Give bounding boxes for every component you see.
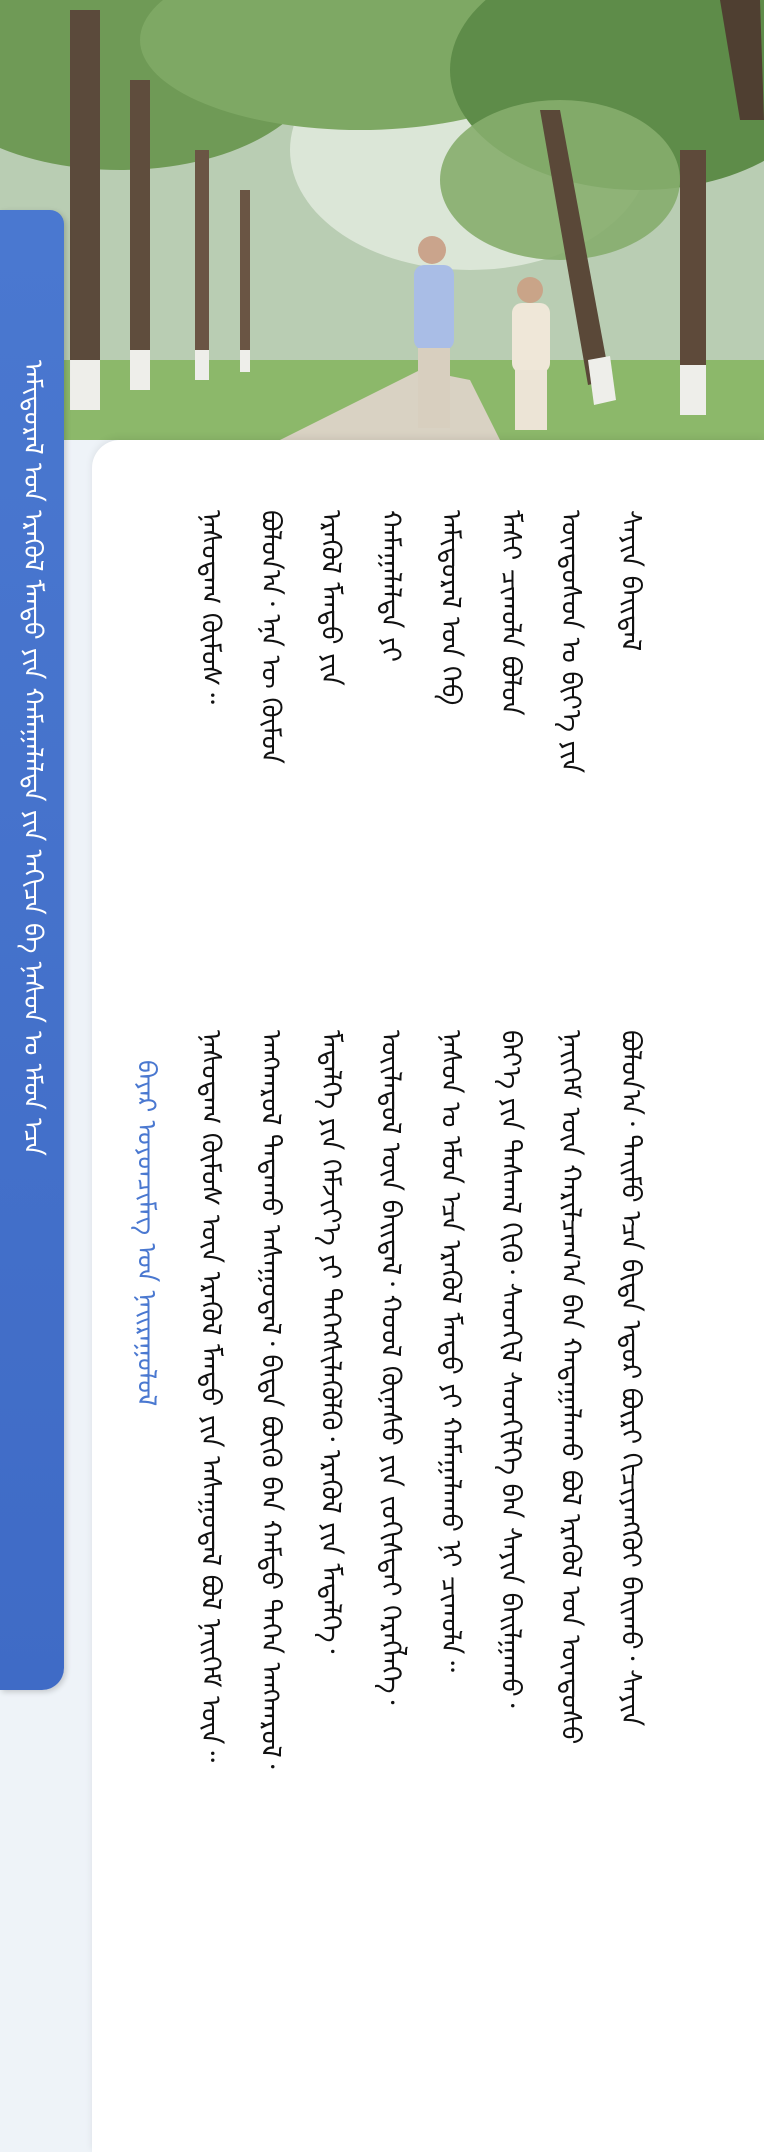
text-column: ᠦᠢᠯᠡᠳᠦᠯ ᠦᠨ ᠪᠠᠢᠳᠠᠯ᠂ ᠬᠣᠣᠯ ᠬᠦᠨᠡᠰᠦ ᠶᠢᠨ ᠵᠣᠬᠢᠰᠲᠠᠢ ᠬᠡᠷᠡᠭᠯᠡᠭᠡ᠂ xyxy=(375,1030,406,1705)
text-column: ᠨᠠᠰᠤᠳᠠᠭ ᠬᠦᠮᠦᠰ᠃ xyxy=(195,510,226,705)
article-columns-top xyxy=(180,510,660,950)
text-column: ᠮᠠᠰᠢ ᠴᠢᠬᠤᠯᠠ ᠪᠣᠯᠤᠨ xyxy=(495,510,526,716)
article-card xyxy=(92,440,764,2152)
text-column: ᠮᠡᠳᠡᠯᠭᠡ ᠶᠢᠨ ᠬᠡᠮᠵᠢᠶ᠎ᠡ ᠶᠢ ᠳᠡᠭᠡᠭᠰᠢᠯᠡᠭᠦᠯᠬᠦ᠂ ᠡᠷᠡᠭᠦᠯ ᠶᠢᠨ ᠮᠡᠳᠡᠯᠭᠡ᠂ xyxy=(315,1030,346,1654)
text-column: ᠪᠣᠯᠤᠨ᠎ᠠ᠂ ᠲᠡᠢᠮᠦ ᠡᠴᠡ ᠪᠢᠳᠡ ᠡᠳᠦᠷ ᠪᠦᠷᠢ ᠬᠢᠴᠢᠶᠡᠩᠭᠦᠢ ᠪᠠᠢᠬᠤ᠂ ᠰᠠᠶᠢᠨ xyxy=(615,1030,646,1727)
text-column: ᠠᠮᠢᠳᠤᠷᠠᠯ ᠤᠨ ᠬᠡᠪ xyxy=(435,510,466,706)
article-body xyxy=(110,510,754,2132)
author-line: ᠪᠠᠶᠠᠷ ᠣᠶᠤᠨᠴᠢᠮᠡᠭ ᠤᠨ ᠨᠠᠢᠷᠠᠭᠤᠯᠤᠯ xyxy=(131,1060,162,1407)
park-scene-image xyxy=(0,0,764,440)
text-column: ᠠᠩᠬᠠᠷᠤᠯ ᠲᠠᠲᠠᠬᠤ ᠠᠰᠠᠭᠤᠳᠠᠯ᠂ ᠪᠢᠳᠡ ᠪᠦᠬᠦ ᠪᠠᠨ ᠬᠠᠮᠲᠤ ᠳᠡᠭᠡᠨ ᠠᠩᠬᠠᠷᠤᠯ᠂ xyxy=(255,1030,286,1769)
article-columns-main xyxy=(180,1030,660,2152)
text-column: ᠬᠠᠮᠠᠭᠠᠯᠠᠯᠲᠠ ᠶᠢ xyxy=(375,510,406,662)
text-column: ᠦᠨᠳᠦᠰᠦᠨ ᠤ ᠪᠢᠶ᠎ᠡ ᠶᠢᠨ xyxy=(555,510,586,774)
header-photo xyxy=(0,0,764,440)
text-column: ᠪᠣᠯᠤᠨ᠎ᠠ᠂ ᠡᠨᠡ ᠦ ᠬᠦᠮᠦᠨ xyxy=(255,510,286,764)
text-column: ᠪᠡᠶ᠎ᠡ ᠶᠢᠨ ᠳᠠᠰᠬᠠᠯ ᠬᠢᠬᠦ᠂ ᠰᠡᠳᠭᠢᠯ ᠰᠡᠳᠬᠢᠯᠭᠡ ᠪᠡᠨ ᠰᠠᠶᠢᠨ ᠪᠠᠢᠯᠭᠠᠬᠤ᠂ xyxy=(495,1030,526,1708)
title-banner xyxy=(0,210,64,1690)
banner-title: ᠠᠮᠢᠳᠤᠷᠠᠯ ᠤᠨ ᠡᠷᠡᠭᠦᠯ ᠮᠡᠨᠳᠦ ᠶᠢᠨ ᠬᠠᠮᠠᠭᠠᠯᠠᠯᠲᠠ ᠶᠢᠨ ᠠᠬᠢᠴᠠ ᠪᠠ ᠨᠠᠰᠤᠨ ᠤ ᠡᠮᠦᠨ ᠡᠴᠡ xyxy=(17,360,48,1156)
text-column: ᠨᠠᠰᠤᠨ ᠤ ᠡᠮᠦᠨ ᠡᠴᠡ ᠡᠷᠡᠭᠦᠯ ᠮᠡᠨᠳᠦ ᠶᠢ ᠬᠠᠮᠠᠭᠠᠯᠠᠬᠤ ᠨᠢ ᠴᠢᠬᠤᠯᠠ᠃ xyxy=(435,1030,466,1673)
text-column: ᠨᠠᠰᠤᠳᠠᠭ ᠬᠦᠮᠦᠰ ᠦᠨ ᠡᠷᠡᠭᠦᠯ ᠮᠡᠨᠳᠦ ᠶᠢᠨ ᠠᠰᠠᠭᠤᠳᠠᠯ ᠪᠣᠯ ᠨᠡᠢᠭᠡᠮ ᠦᠨ᠃ xyxy=(195,1030,226,1763)
text-column: ᠰᠠᠶᠢᠨ ᠪᠠᠢᠳᠠᠯ xyxy=(615,510,646,652)
text-column: ᠨᠡᠢᠭᠡᠮ ᠦᠨ ᠬᠠᠷᠢᠯᠴᠠᠭ᠎ᠠ ᠪᠠᠨ ᠬᠠᠳᠠᠭᠠᠯᠠᠬᠤ ᠪᠣᠯ ᠡᠷᠡᠭᠦᠯ ᠤᠨ ᠦᠨᠳᠦᠰᠦ xyxy=(555,1030,586,1745)
text-column: ᠡᠷᠡᠭᠦᠯ ᠮᠡᠨᠳᠦ ᠶᠢᠨ xyxy=(315,510,346,686)
